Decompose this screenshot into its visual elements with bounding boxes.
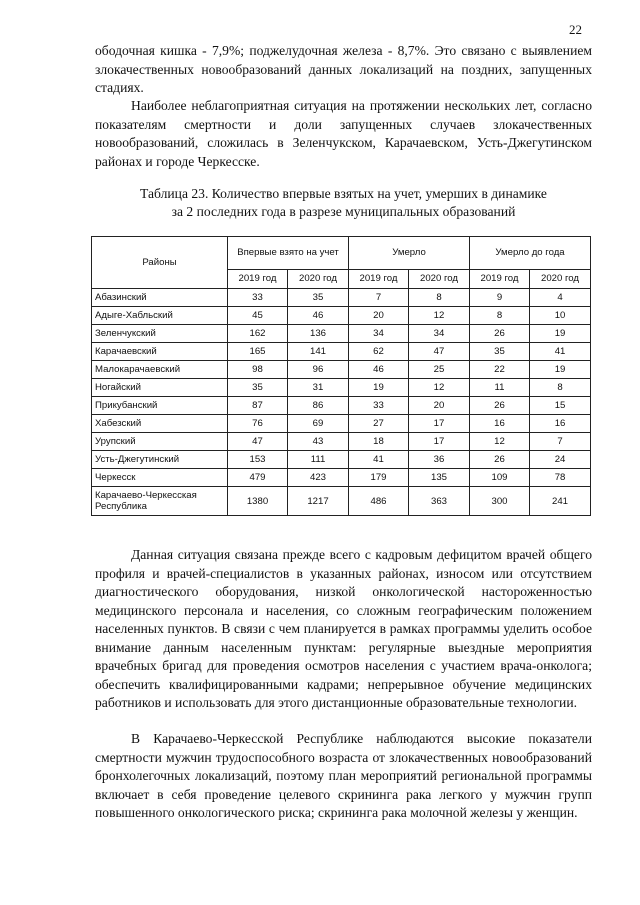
table-row <box>92 379 591 397</box>
table-row <box>92 343 591 361</box>
region-name-cell: Усть-Джегутинский <box>92 451 228 469</box>
value-cell: 19 <box>349 379 409 397</box>
value-cell: 165 <box>228 343 288 361</box>
value-cell: 34 <box>349 325 409 343</box>
value-cell: 26 <box>470 325 530 343</box>
value-cell: 47 <box>409 343 470 361</box>
value-cell: 31 <box>288 379 349 397</box>
value-cell: 33 <box>349 397 409 415</box>
value-cell: 69 <box>288 415 349 433</box>
region-name-cell: Черкесск <box>92 469 228 487</box>
value-cell: 26 <box>470 451 530 469</box>
value-cell: 35 <box>470 343 530 361</box>
value-cell: 22 <box>470 361 530 379</box>
table-caption <box>95 185 592 221</box>
value-cell: 1380 <box>228 487 288 516</box>
value-cell: 7 <box>349 289 409 307</box>
value-cell: 479 <box>228 469 288 487</box>
value-cell: 87 <box>228 397 288 415</box>
value-cell: 153 <box>228 451 288 469</box>
paragraph-1: ободочная кишка - 7,9%; поджелудочная железа - 8,7%. Это связано с выявлением злокачественных новообразований данных локализаций на поздних, запущенных стадиях. <box>95 43 592 95</box>
value-cell: 18 <box>349 433 409 451</box>
value-cell: 98 <box>228 361 288 379</box>
table-row <box>92 325 591 343</box>
table-caption-line-1: Таблица 23. Количество впервые взятых на учет, умерших в динамике <box>140 186 547 201</box>
region-name-cell: Хабезский <box>92 415 228 433</box>
header-newly-registered: Впервые взято на учет <box>228 237 349 270</box>
region-name-cell: Карачаево-Черкесская Республика <box>92 487 228 516</box>
value-cell: 8 <box>530 379 591 397</box>
region-name-cell: Карачаевский <box>92 343 228 361</box>
value-cell: 34 <box>409 325 470 343</box>
value-cell: 141 <box>288 343 349 361</box>
value-cell: 16 <box>470 415 530 433</box>
value-cell: 1217 <box>288 487 349 516</box>
value-cell: 7 <box>530 433 591 451</box>
region-name-cell: Адыге-Хабльский <box>92 307 228 325</box>
value-cell: 17 <box>409 433 470 451</box>
value-cell: 46 <box>349 361 409 379</box>
value-cell: 363 <box>409 487 470 516</box>
region-name-cell: Абазинский <box>92 289 228 307</box>
value-cell: 11 <box>470 379 530 397</box>
value-cell: 12 <box>470 433 530 451</box>
value-cell: 241 <box>530 487 591 516</box>
region-name-cell: Малокарачаевский <box>92 361 228 379</box>
value-cell: 62 <box>349 343 409 361</box>
table-row <box>92 307 591 325</box>
value-cell: 20 <box>409 397 470 415</box>
value-cell: 27 <box>349 415 409 433</box>
value-cell: 15 <box>530 397 591 415</box>
table-caption-line-2: за 2 последних года в разрезе муниципальных образований <box>171 204 516 219</box>
header-year: 2019 год <box>470 270 530 289</box>
value-cell: 24 <box>530 451 591 469</box>
value-cell: 8 <box>470 307 530 325</box>
region-name-cell: Зеленчукский <box>92 325 228 343</box>
value-cell: 47 <box>228 433 288 451</box>
paragraph-3: Данная ситуация связана прежде всего с кадровым дефицитом врачей общего профиля и врачей-специалистов в указанных районах, износом или отсутствием диагностического оборудования, низкой онкологической настороженностью медицинского персонала и населения, со сложным географическим положением населенных пунктов. В связи с чем планируется в рамках программы уделить особое внимание данным населенным пунктам: регулярные выездные мероприятия врачебных бригад для проведения осмотров населения с участием врача-онколога; обеспечить квалифицированными кадрами; непрерывное обучение медицинских работников и использовать для этого дистанционные образовательные технологии. <box>95 547 592 710</box>
value-cell: 96 <box>288 361 349 379</box>
region-name-cell: Ногайский <box>92 379 228 397</box>
value-cell: 300 <box>470 487 530 516</box>
value-cell: 179 <box>349 469 409 487</box>
paragraph-2: Наиболее неблагоприятная ситуация на протяжении нескольких лет, согласно показателям смертности и доли запущенных случаев злокачественных новообразований, сложилась в Зеленчукском, Карачаевском, Усть-Джегутинском районах и городе Черкесске. <box>95 98 592 169</box>
value-cell: 35 <box>288 289 349 307</box>
value-cell: 10 <box>530 307 591 325</box>
value-cell: 162 <box>228 325 288 343</box>
value-cell: 86 <box>288 397 349 415</box>
cancer-statistics-table <box>91 236 591 516</box>
value-cell: 111 <box>288 451 349 469</box>
value-cell: 20 <box>349 307 409 325</box>
value-cell: 423 <box>288 469 349 487</box>
value-cell: 76 <box>228 415 288 433</box>
table-row <box>92 451 591 469</box>
region-name-cell: Урупский <box>92 433 228 451</box>
table-row <box>92 433 591 451</box>
value-cell: 19 <box>530 325 591 343</box>
header-year: 2020 год <box>409 270 470 289</box>
table-row <box>92 469 591 487</box>
value-cell: 33 <box>228 289 288 307</box>
header-year: 2019 год <box>228 270 288 289</box>
paragraph-4: В Карачаево-Черкесской Республике наблюдаются высокие показатели смертности мужчин трудоспособного возраста от злокачественных новообразований бронхолегочных локализаций, поэтому план мероприятий региональной программы включает в себя проведение целевого скрининга рака легкого у мужчин групп повышенного онкологического риска; скрининга рака молочной железы у женщин. <box>95 731 592 820</box>
table-row <box>92 487 591 516</box>
value-cell: 4 <box>530 289 591 307</box>
value-cell: 35 <box>228 379 288 397</box>
value-cell: 41 <box>349 451 409 469</box>
table-row <box>92 397 591 415</box>
header-died-within-year: Умерло до года <box>470 237 591 270</box>
header-died: Умерло <box>349 237 470 270</box>
header-year: 2019 год <box>349 270 409 289</box>
header-regions: Районы <box>92 237 228 289</box>
value-cell: 41 <box>530 343 591 361</box>
value-cell: 45 <box>228 307 288 325</box>
value-cell: 486 <box>349 487 409 516</box>
value-cell: 135 <box>409 469 470 487</box>
value-cell: 12 <box>409 379 470 397</box>
table-row <box>92 361 591 379</box>
value-cell: 9 <box>470 289 530 307</box>
value-cell: 25 <box>409 361 470 379</box>
value-cell: 16 <box>530 415 591 433</box>
value-cell: 17 <box>409 415 470 433</box>
table-row <box>92 289 591 307</box>
value-cell: 43 <box>288 433 349 451</box>
value-cell: 78 <box>530 469 591 487</box>
region-name-cell: Прикубанский <box>92 397 228 415</box>
table-header-row <box>92 237 591 270</box>
value-cell: 109 <box>470 469 530 487</box>
header-year: 2020 год <box>530 270 591 289</box>
value-cell: 136 <box>288 325 349 343</box>
value-cell: 19 <box>530 361 591 379</box>
header-year: 2020 год <box>288 270 349 289</box>
page-number: 22 <box>569 22 582 37</box>
value-cell: 36 <box>409 451 470 469</box>
value-cell: 46 <box>288 307 349 325</box>
value-cell: 26 <box>470 397 530 415</box>
table-row <box>92 415 591 433</box>
value-cell: 12 <box>409 307 470 325</box>
value-cell: 8 <box>409 289 470 307</box>
